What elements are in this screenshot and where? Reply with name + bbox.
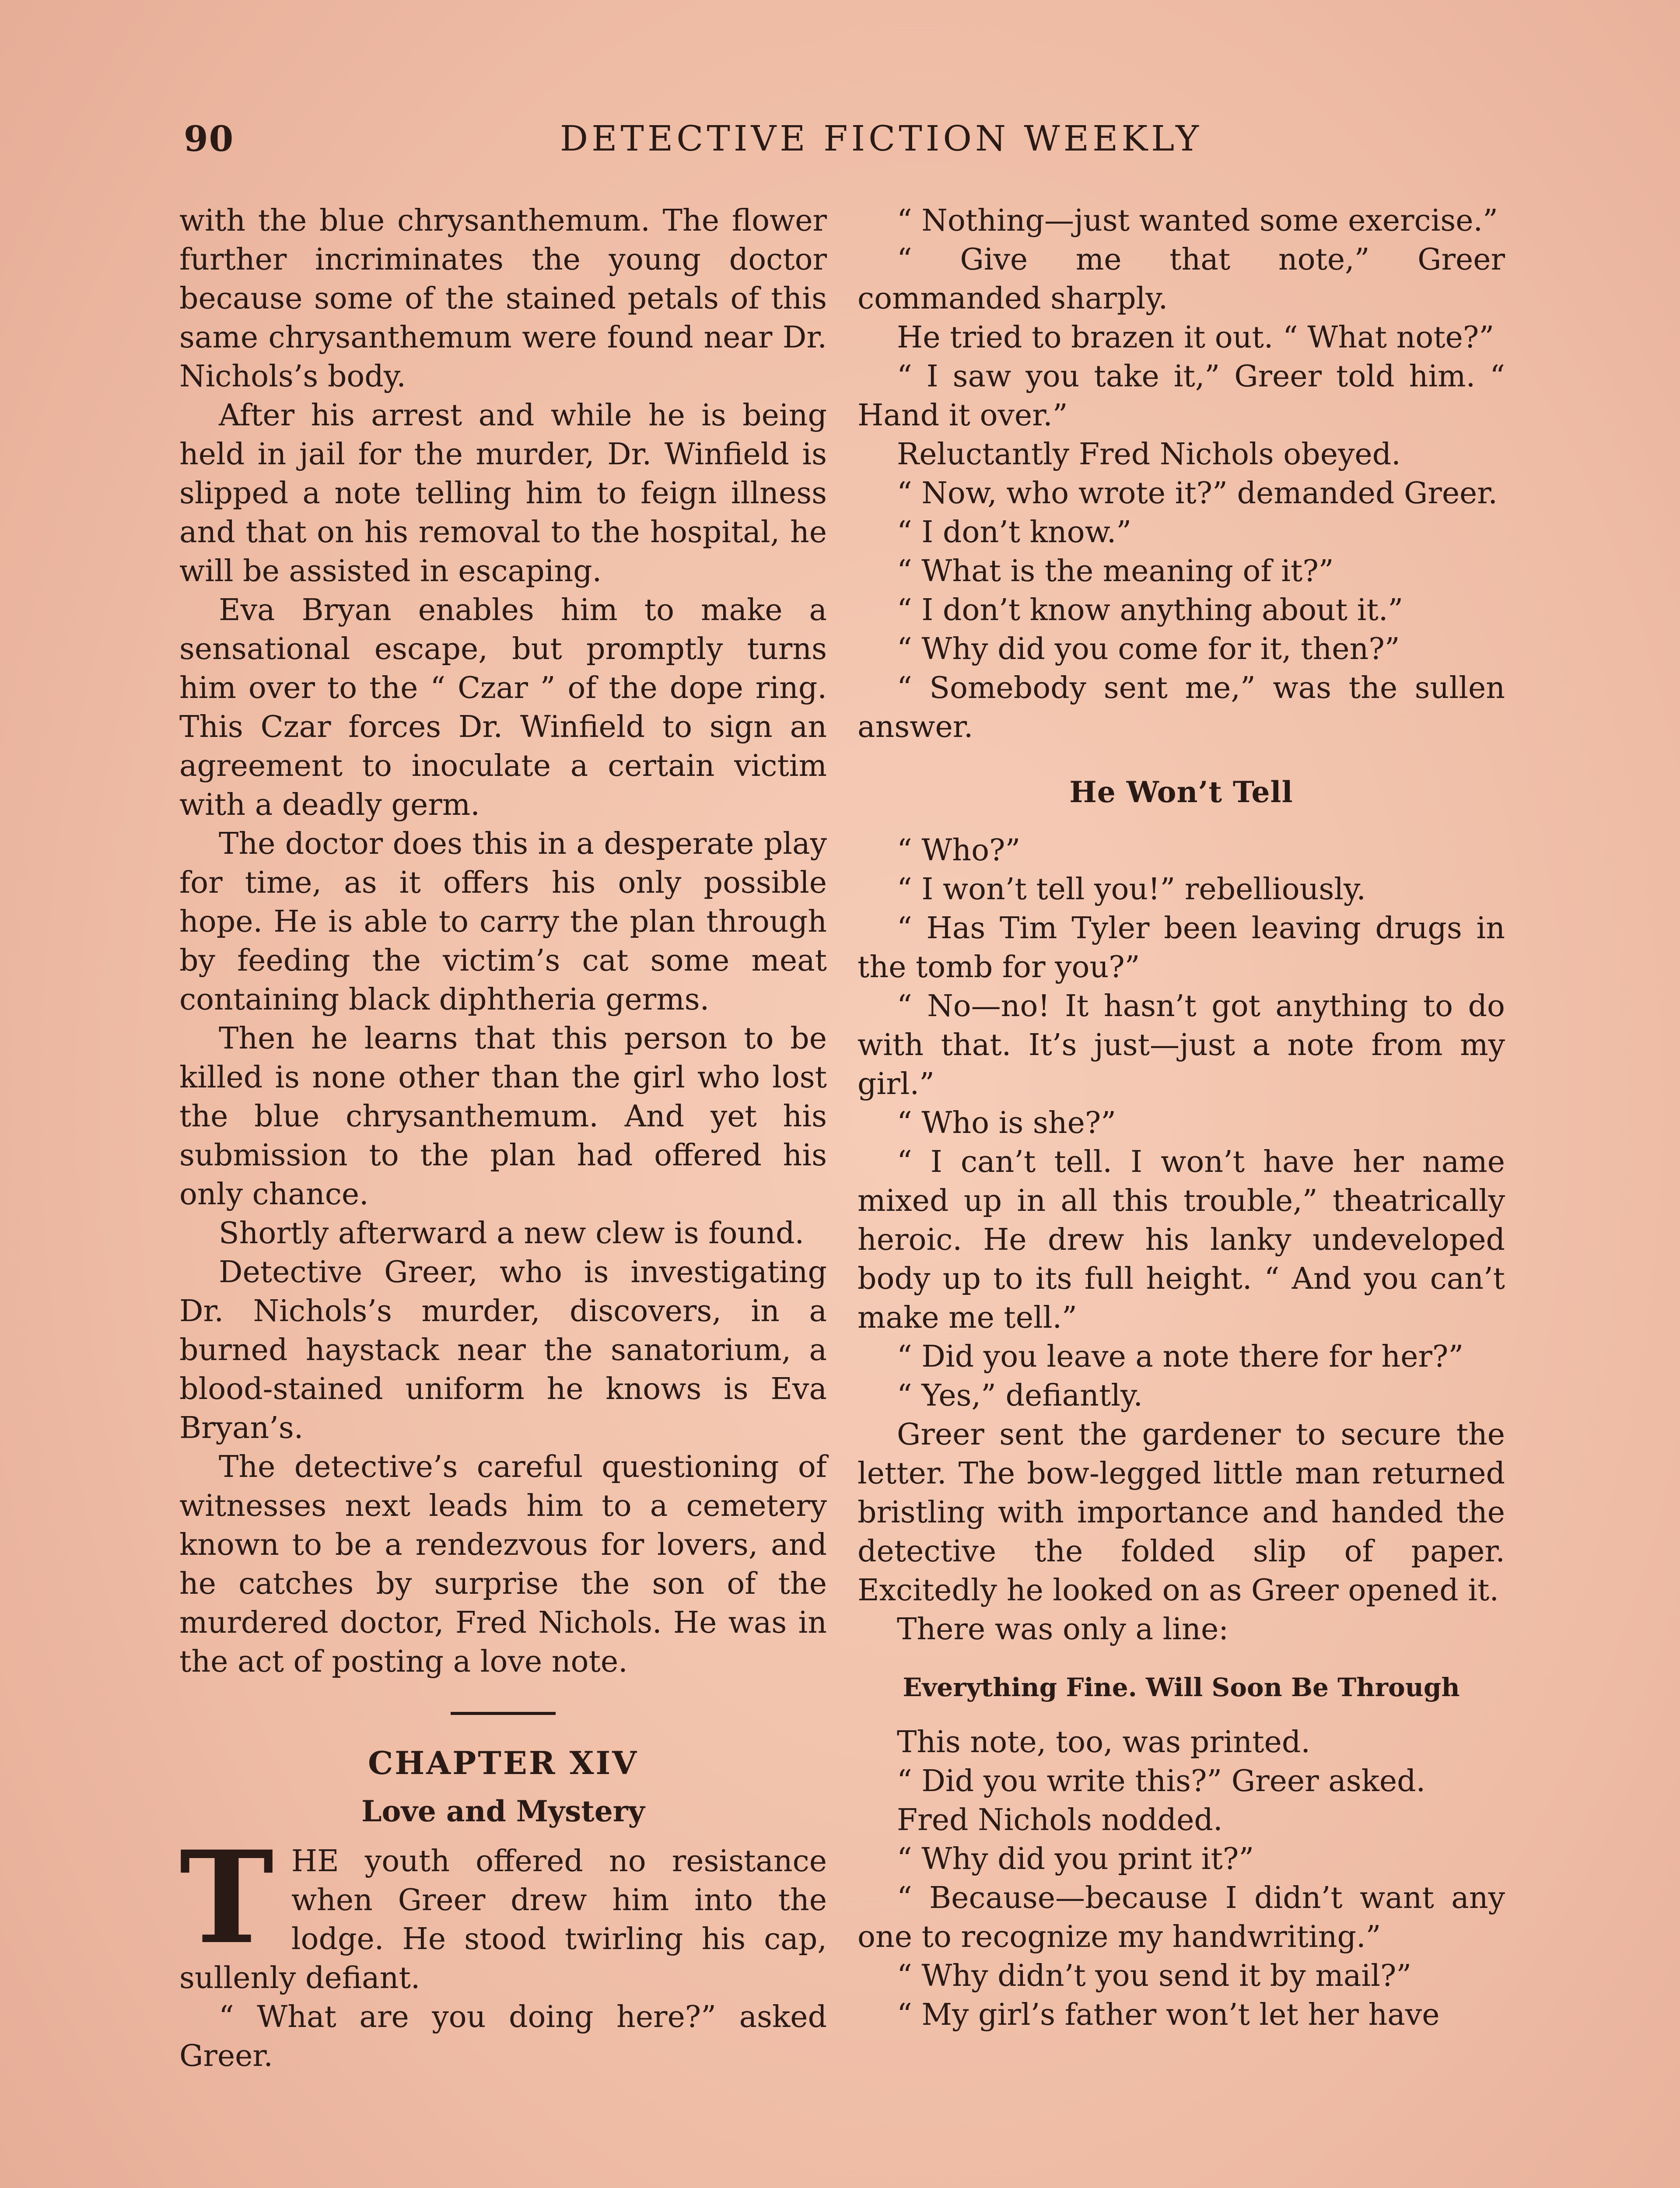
section-subhead: He Won’t Tell <box>1069 775 1293 809</box>
paragraph: This note, too, was printed. <box>897 1725 1310 1760</box>
paragraph: “ Now, who wrote it?” demanded Greer. <box>897 476 1498 511</box>
right-column <box>858 201 1505 2034</box>
paragraph: “ Yes,” defiantly. <box>897 1378 1143 1413</box>
paragraph: “ I saw you take it,” Greer told him. “ Hand it over.” <box>858 359 1505 433</box>
chapter-opening-text: HE youth offered no resistance when Greer drew him into the lodge. He stood twirling his cap, sullenly defiant. <box>179 1844 827 1995</box>
paragraph: “ Did you leave a note there for her?” <box>897 1339 1464 1374</box>
paragraph: “ Who is she?” <box>897 1106 1116 1140</box>
paragraph: Fred Nichols nodded. <box>897 1803 1223 1837</box>
paragraph: Reluctantly Fred Nichols obeyed. <box>897 437 1401 472</box>
paragraph: “ Why didn’t you send it by mail?” <box>897 1959 1412 1993</box>
paragraph: Shortly afterward a new clew is found. <box>219 1216 805 1251</box>
running-title: DETECTIVE FICTION WEEKLY <box>560 118 1202 159</box>
paragraph: Greer sent the gardener to secure the letter. The bow-legged little man returned bristling with importance and handed the detective the folded slip of paper. Excitedly he looked on as Greer opened it. <box>858 1417 1505 1608</box>
paragraph: “ Did you write this?” Greer asked. <box>897 1764 1426 1799</box>
paragraph: He tried to brazen it out. “ What note?” <box>897 320 1494 355</box>
paragraph: “ I don’t know.” <box>897 515 1132 550</box>
paragraph: “ What is the meaning of it?” <box>897 554 1334 589</box>
paragraph: with the blue chrysanthemum. The flower further incriminates the young doctor because some of the stained petals of this same chrysanthemum were found near Dr. Nichols’s body. <box>179 203 827 394</box>
paragraph: “ I don’t know anything about it.” <box>897 593 1404 628</box>
paragraph: “ No—no! It hasn’t got anything to do with that. It’s just—just a note from my girl.” <box>858 989 1505 1101</box>
printed-note: Everything Fine. Will Soon Be Through <box>903 1673 1460 1702</box>
paragraph: “ I won’t tell you!” rebelliously. <box>897 872 1366 907</box>
paragraph: “ What are you doing here?” asked Greer. <box>179 2000 827 2073</box>
paragraph: Eva Bryan enables him to make a sensational escape, but promptly turns him over to the “ Czar ” of the dope ring. This Czar forces Dr. Winfield to sign an agreement to inoculate a certain victim with a deadly germ. <box>179 593 827 822</box>
chapter-title: CHAPTER XIV <box>368 1744 639 1781</box>
left-column <box>179 201 827 2076</box>
paragraph: Detective Greer, who is investigating Dr. Nichols’s murder, discovers, in a burned haystack near the sanatorium, a blood-stained uniform he knows is Eva Bryan’s. <box>179 1255 827 1445</box>
paragraph: “ Why did you come for it, then?” <box>897 632 1400 666</box>
paragraph: Then he learns that this person to be killed is none other than the girl who lost the blue chrysanthemum. And yet his submission to the plan had offered his only chance. <box>179 1021 827 1212</box>
paragraph: After his arrest and while he is being held in jail for the murder, Dr. Winfield is slipped a note telling him to feign illness and that on his removal to the hospital, he will be assisted in escaping. <box>179 398 827 589</box>
section-divider <box>451 1712 556 1715</box>
paragraph: The doctor does this in a desperate play for time, as it offers his only possible hope. He is able to carry the plan through by feeding the victim’s cat some meat containing black diphtheria germs. <box>179 827 827 1017</box>
paragraph: “ Has Tim Tyler been leaving drugs in the tomb for you?” <box>858 911 1505 985</box>
paragraph: The detective’s careful questioning of witnesses next leads him to a cemetery known to be a rendezvous for lovers, and he catches by surprise the son of the murdered doctor, Fred Nichols. He was in the act of posting a love note. <box>179 1450 827 1679</box>
paragraph: “ Why did you print it?” <box>897 1842 1254 1876</box>
paragraph: “ Because—because I didn’t want any one to recognize my handwriting.” <box>858 1881 1505 1954</box>
paragraph: “ Who?” <box>897 833 1021 868</box>
paragraph: There was only a line: <box>897 1612 1229 1647</box>
chapter-opening-paragraph <box>179 1823 827 1998</box>
page-number: 90 <box>184 118 234 159</box>
paragraph: “ I can’t tell. I won’t have her name mixed up in all this trouble,” theatrically heroic. He drew his lanky undeveloped body up to its full height. “ And you can’t make me tell.” <box>858 1145 1505 1335</box>
paragraph: “ Somebody sent me,” was the sullen answer. <box>858 671 1505 744</box>
paragraph: “ Nothing—just wanted some exercise.” <box>897 203 1498 238</box>
chapter-subtitle: Love and Mystery <box>361 1794 645 1828</box>
paragraph: “ Give me that note,” Greer commanded sharply. <box>858 242 1505 316</box>
paragraph: “ My girl’s father won’t let her have <box>897 1998 1440 2032</box>
drop-cap: T <box>179 1823 274 1972</box>
page-header <box>184 118 1496 171</box>
